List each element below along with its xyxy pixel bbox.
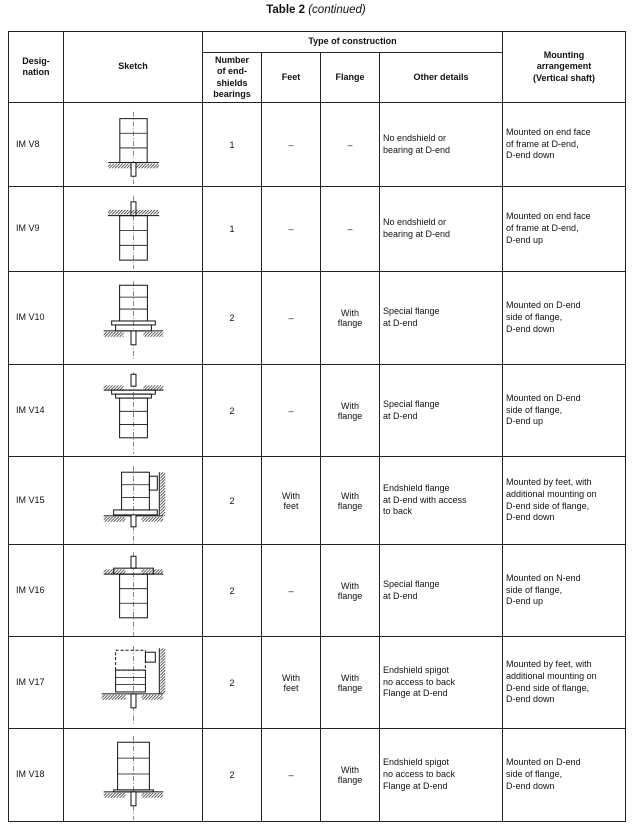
feet-cell: – — [262, 729, 321, 822]
header-end-shields: Number of end- shields bearings — [203, 53, 262, 103]
header-designation: Desig- nation — [9, 32, 64, 103]
sketch-cell — [64, 103, 203, 187]
header-flange: Flange — [321, 53, 380, 103]
header-sketch: Sketch — [64, 32, 203, 103]
end-shields-cell: 2 — [203, 545, 262, 637]
feet-cell: – — [262, 187, 321, 272]
mounting-cell: Mounted on N-end side of flange, D-end up — [503, 545, 626, 637]
designation-cell: IM V16 — [9, 545, 64, 637]
table-title: Table 2 — [266, 4, 306, 16]
mounting-cell: Mounted by feet, with additional mounting on D-end side of flange, D-end down — [503, 637, 626, 729]
header-feet: Feet — [262, 53, 321, 103]
table-row — [9, 545, 626, 637]
sketch-v18 — [64, 730, 203, 821]
flange-cell: – — [321, 187, 380, 272]
sketch-v9 — [64, 188, 203, 271]
sketch-cell — [64, 187, 203, 272]
feet-cell: – — [262, 545, 321, 637]
table-row — [9, 103, 626, 187]
sketch-v17 — [64, 638, 203, 728]
flange-cell: With flange — [321, 729, 380, 822]
sketch-v8 — [64, 104, 203, 186]
end-shields-cell: 2 — [203, 637, 262, 729]
mounting-cell: Mounted by feet, with additional mounting on D-end side of flange, D-end down — [503, 457, 626, 545]
feet-cell: With feet — [262, 637, 321, 729]
table-row — [9, 729, 626, 822]
header-other-details: Other details — [380, 53, 503, 103]
designation-cell: IM V15 — [9, 457, 64, 545]
feet-cell: – — [262, 365, 321, 457]
table-row — [9, 187, 626, 272]
flange-cell: With flange — [321, 457, 380, 545]
designation-cell: IM V18 — [9, 729, 64, 822]
other-details-cell: Special flange at D-end — [380, 365, 503, 457]
other-details-cell: Endshield flange at D-end with access to back — [380, 457, 503, 545]
flange-cell: With flange — [321, 637, 380, 729]
table-row — [9, 365, 626, 457]
designation-cell: IM V14 — [9, 365, 64, 457]
table-note: (continued) — [308, 4, 366, 16]
sketch-cell — [64, 457, 203, 545]
flange-cell: With flange — [321, 545, 380, 637]
designation-cell: IM V17 — [9, 637, 64, 729]
other-details-cell: Endshield spigot no access to back Flange at D-end — [380, 637, 503, 729]
mounting-cell: Mounted on end face of frame at D-end, D-end up — [503, 187, 626, 272]
header-mounting: Mounting arrangement (Vertical shaft) — [503, 32, 626, 103]
table-row — [9, 272, 626, 365]
sketch-v10 — [64, 273, 203, 364]
sketch-cell — [64, 637, 203, 729]
designation-cell: IM V10 — [9, 272, 64, 365]
mounting-table — [8, 31, 626, 822]
sketch-cell — [64, 545, 203, 637]
designation-cell: IM V9 — [9, 187, 64, 272]
sketch-v15 — [64, 458, 203, 544]
end-shields-cell: 2 — [203, 729, 262, 822]
mounting-cell: Mounted on D-end side of flange, D-end down — [503, 272, 626, 365]
header-type-of-construction: Type of construction — [203, 32, 503, 53]
feet-cell: With feet — [262, 457, 321, 545]
mounting-cell: Mounted on D-end side of flange, D-end down — [503, 729, 626, 822]
sketch-cell — [64, 365, 203, 457]
feet-cell: – — [262, 272, 321, 365]
flange-cell: With flange — [321, 272, 380, 365]
table-row — [9, 457, 626, 545]
other-details-cell: No endshield or bearing at D-end — [380, 187, 503, 272]
flange-cell: – — [321, 103, 380, 187]
table-row — [9, 637, 626, 729]
end-shields-cell: 2 — [203, 365, 262, 457]
other-details-cell: Special flange at D-end — [380, 545, 503, 637]
other-details-cell: Endshield spigot no access to back Flange at D-end — [380, 729, 503, 822]
feet-cell: – — [262, 103, 321, 187]
end-shields-cell: 1 — [203, 103, 262, 187]
sketch-cell — [64, 729, 203, 822]
end-shields-cell: 2 — [203, 457, 262, 545]
table-caption — [0, 4, 632, 16]
other-details-cell: No endshield or bearing at D-end — [380, 103, 503, 187]
sketch-v16 — [64, 546, 203, 636]
end-shields-cell: 2 — [203, 272, 262, 365]
flange-cell: With flange — [321, 365, 380, 457]
mounting-cell: Mounted on end face of frame at D-end, D-end down — [503, 103, 626, 187]
sketch-v14 — [64, 366, 203, 456]
other-details-cell: Special flange at D-end — [380, 272, 503, 365]
designation-cell: IM V8 — [9, 103, 64, 187]
sketch-cell — [64, 272, 203, 365]
end-shields-cell: 1 — [203, 187, 262, 272]
mounting-cell: Mounted on D-end side of flange, D-end up — [503, 365, 626, 457]
